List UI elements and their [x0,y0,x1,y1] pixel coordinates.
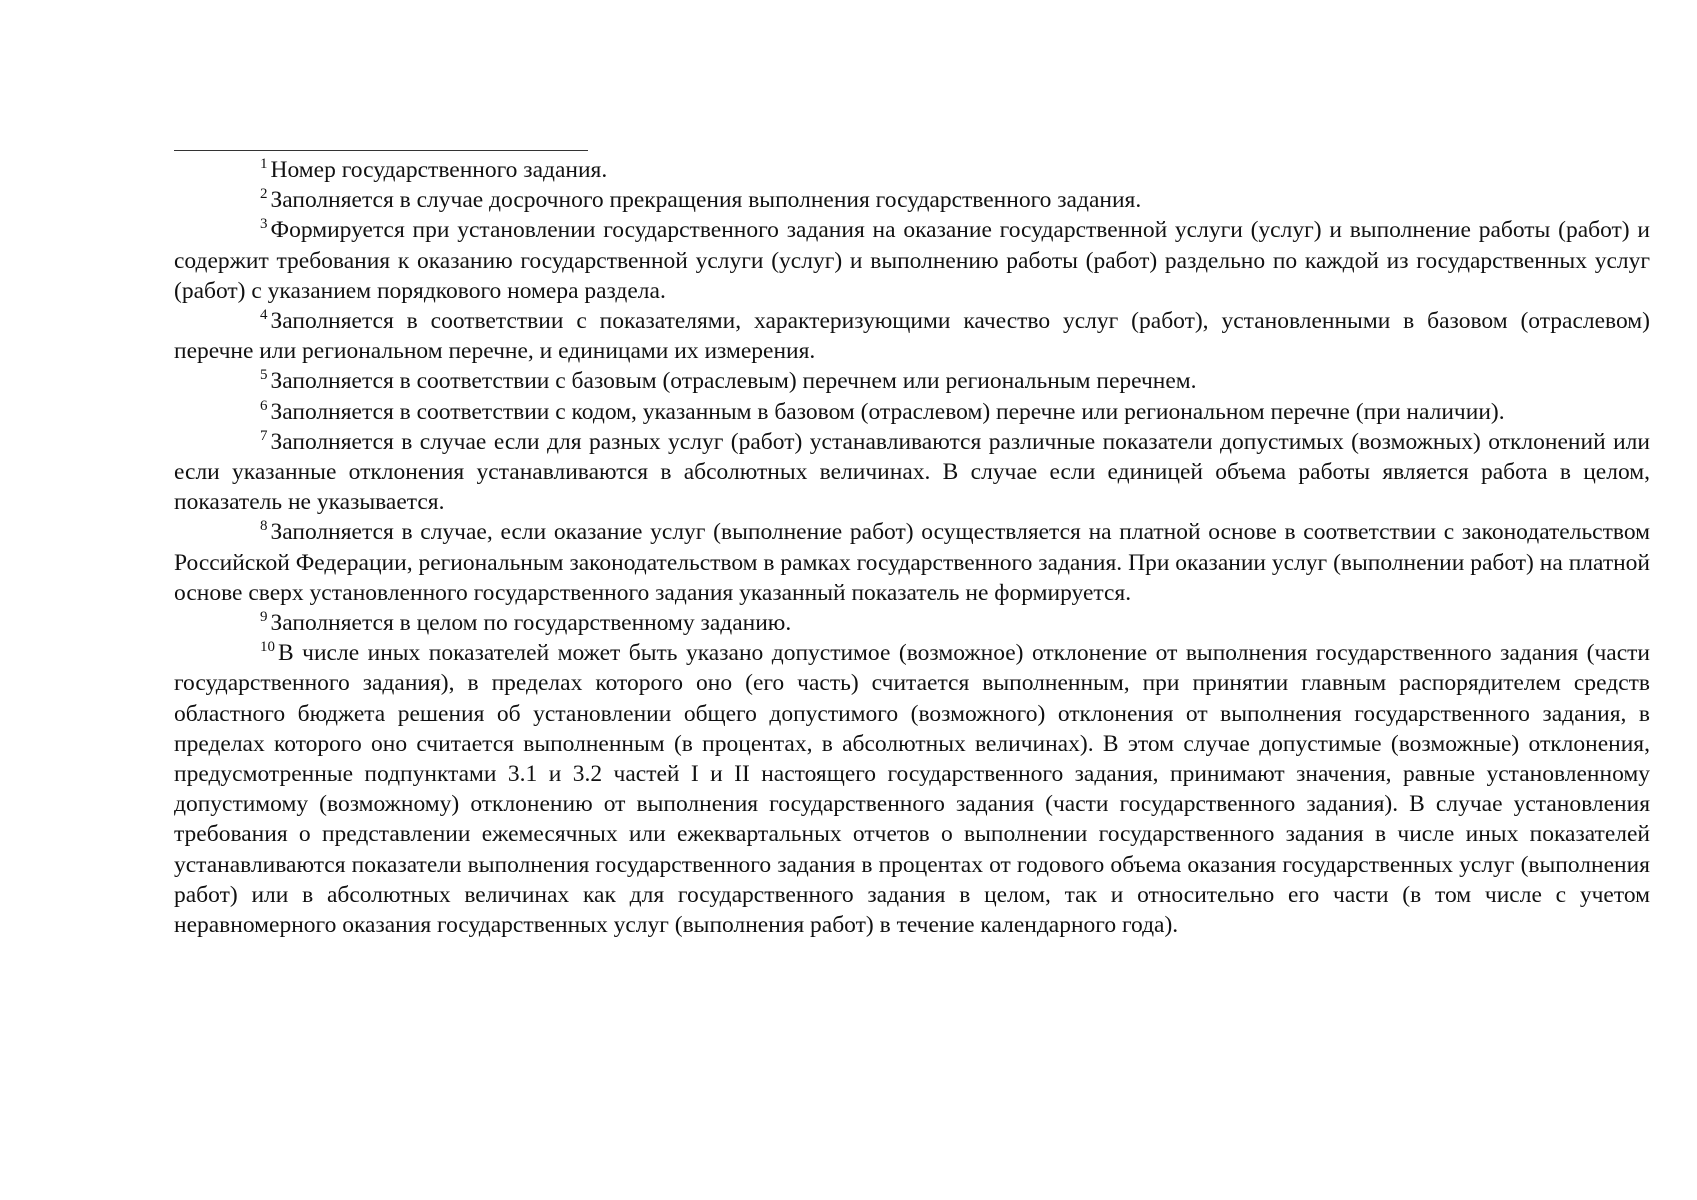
footnote-number: 10 [260,639,275,656]
footnote-text: Формируется при установлении государственного задания на оказание государственной услуги (услуг) и выполнение работы (работ) и содержит требования к оказанию государственной услуги (услуг) и выполнению работы (работ) раздельно по каждой из государственных услуг (работ) с указанием порядкового номера раздела. [174,217,1650,304]
footnote-7 [174,427,1650,518]
footnote-text: Заполняется в соответствии с базовым (отраслевым) перечнем или региональным перечнем. [270,368,1197,395]
footnote-number: 1 [260,156,268,172]
footnote-text: Номер государственного задания. [270,157,608,183]
footnote-number: 5 [260,367,268,384]
footnote-9 [174,608,1650,638]
footnote-text: Заполняется в случае досрочного прекращения выполнения государственного задания. [270,187,1142,214]
footnotes-section [174,150,1650,940]
footnote-10 [174,638,1650,940]
footnote-text: В числе иных показателей может быть указано допустимое (возможное) отклонение от выполнения государственного задания (части государственного задания), в пределах которого оно (его часть) считается выполненным, при принятии главным распорядителем средств областного бюджета решения об установлении общего допустимого (возможного) отклонения от выполнения государственного задания, в пределах которого оно считается выполненным (в процентах, в абсолютных величинах). В этом случае допустимые (возможные) отклонения, предусмотренные подпунктами 3.1 и 3.2 частей I и II настоящего государственного задания, принимают значения, равные установленному допустимому (возможному) отклонению от выполнения государственного задания (части государственного задания). В случае установления требования о представлении ежемесячных или ежеквартальных отчетов о выполнении государственного задания в числе иных показателей устанавливаются показатели выполнения государственного задания в процентах от годового объема оказания государственных услуг (выполнения работ) или в абсолютных величинах как для государственного задания в целом, так и относительно его части (в том числе с учетом неравномерного оказания государственных услуг (выполнения работ) в течение календарного года). [174,640,1650,939]
footnote-8 [174,517,1650,608]
footnote-number: 2 [260,186,268,203]
footnote-text: Заполняется в случае если для разных услуг (работ) устанавливаются различные показатели допустимых (возможных) отклонений или если указанные отклонения устанавливаются в абсолютных величинах. В случае если единицей объема работы является работа в целом, показатель не указывается. [174,428,1650,516]
footnote-2 [174,185,1650,215]
footnote-text: Заполняется в соответствии с кодом, указанным в базовом (отраслевом) перечне или региональном перечне (при наличии). [270,398,1505,425]
footnote-number: 8 [260,518,268,535]
footnote-number: 9 [260,609,268,626]
footnote-4 [174,306,1650,366]
footnote-text: Заполняется в целом по государственному заданию. [270,610,792,637]
footnote-text: Заполняется в соответствии с показателями, характеризующими качество услуг (работ), установленными в базовом (отраслевом) перечне или региональном перечне, и единицами их измерения. [174,308,1650,365]
footnote-text: Заполняется в случае, если оказание услуг (выполнение работ) осуществляется на платной основе в соответствии с законодательством Российской Федерации, региональным законодательством в рамках государственного задания. При оказании услуг (выполнении работ) на платной основе сверх установленного государственного задания указанный показатель не формируется. [174,519,1650,606]
footnote-number: 3 [260,216,268,233]
footnote-5 [174,366,1650,396]
footnote-number: 4 [260,307,268,324]
footnote-1 [174,155,1650,185]
footnote-separator [174,150,588,151]
footnote-6 [174,397,1650,427]
footnote-number: 6 [260,397,268,414]
footnote-3 [174,215,1650,306]
footnote-number: 7 [260,427,268,444]
